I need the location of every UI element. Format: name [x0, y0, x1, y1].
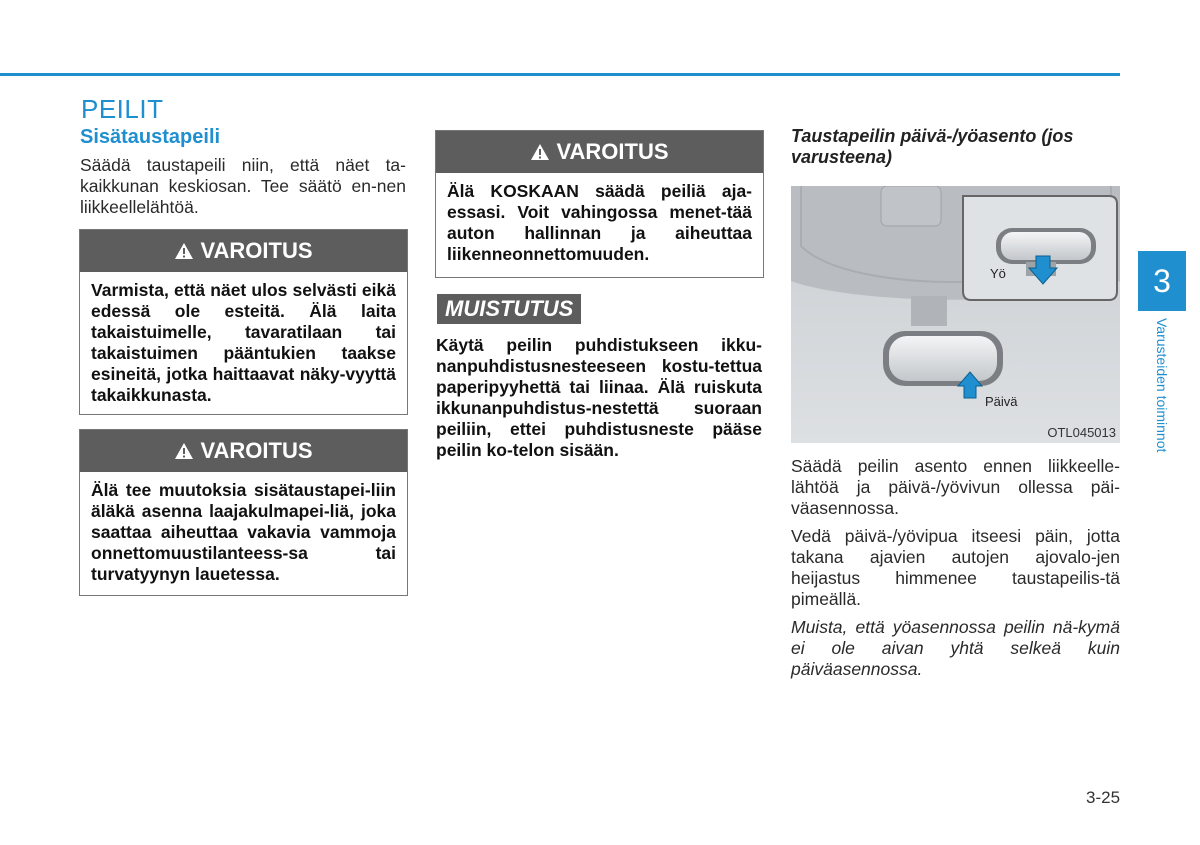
figure-code: OTL045013	[1047, 425, 1116, 440]
subsection-title: Sisätaustapeili	[80, 126, 221, 148]
warning-heading: VAROITUS	[200, 238, 313, 263]
mirror-day-night-heading: Taustapeilin päivä-/yöasento (jos varusteena)	[791, 126, 1074, 167]
chapter-tab: 3	[1138, 251, 1186, 311]
chapter-label-text: Varusteiden toiminnot	[1154, 318, 1170, 453]
warning-heading: VAROITUS	[556, 139, 669, 164]
rearview-mirror-drawing	[791, 186, 1120, 443]
note-label: MUISTUTUS	[437, 294, 581, 324]
mirror-paragraph-3: Muista, että yöasennossa peilin nä-kymä ei ole aivan yhtä selkeä kuin päiväasennossa.	[791, 617, 1120, 679]
warning-heading: VAROITUS	[200, 438, 313, 463]
night-label: Yö	[990, 266, 1006, 281]
warning-triangle-icon	[530, 143, 550, 161]
warning-box-2	[79, 429, 408, 596]
note-text: Käytä peilin puhdistukseen ikku-nanpuhdistusnesteeseen kostu-tettua paperipyyhettä tai liinaa. Älä ruiskuta ikkunanpuhdistus-nestettä suoraan peiliin, ettei puhdistusneste pääse peilin ko-telon sisään.	[436, 335, 762, 460]
warning-text: Varmista, että näet ulos selvästi eikä edessä ole esteitä. Älä laita takaistuimelle, tavaratilaan tai takaistuimen pääntukien taakse esineitä, jotka haittaavat näky-vyyttä takaikkunasta.	[91, 280, 396, 405]
warning-box-1	[79, 229, 408, 415]
warning-header	[80, 430, 407, 472]
warning-box-3	[435, 130, 764, 278]
section-title: PEILIT	[81, 94, 164, 124]
intro-paragraph: Säädä taustapeili niin, että näet ta-kaikkunan keskiosan. Tee säätö en-nen liikkeellelähtöä.	[80, 155, 406, 217]
page-number: 3-25	[1086, 788, 1121, 807]
warning-triangle-icon	[174, 242, 194, 260]
warning-triangle-icon	[174, 442, 194, 460]
day-label: Päivä	[985, 394, 1018, 409]
mirror-paragraph-1: Säädä peilin asento ennen liikkeelle-lähtöä ja päivä-/yövivun ollessa päi-väasennossa.	[791, 456, 1120, 518]
chapter-label	[1152, 318, 1172, 518]
warning-header	[80, 230, 407, 272]
warning-text: Älä tee muutoksia sisätaustapei-liin äläkä asenna laajakulmapei-liä, joka saattaa aiheuttaa vakavia vammoja onnettomuustilanteess-sa tai turvatyynyn lauetessa.	[91, 480, 396, 584]
warning-header	[436, 131, 763, 173]
warning-text: Älä KOSKAAN säädä peiliä aja-essasi. Voit vahingossa menet-tää auton hallinnan ja aiheuttaa liikenneonnettomuuden.	[447, 181, 752, 264]
mirror-illustration	[791, 186, 1120, 443]
mirror-paragraph-2: Vedä päivä-/yövipua itseesi päin, jotta takana ajavien autojen ajovalo-jen heijastus himmenee taustapeilis-tä pimeällä.	[791, 526, 1120, 609]
header-rule	[0, 73, 1120, 76]
